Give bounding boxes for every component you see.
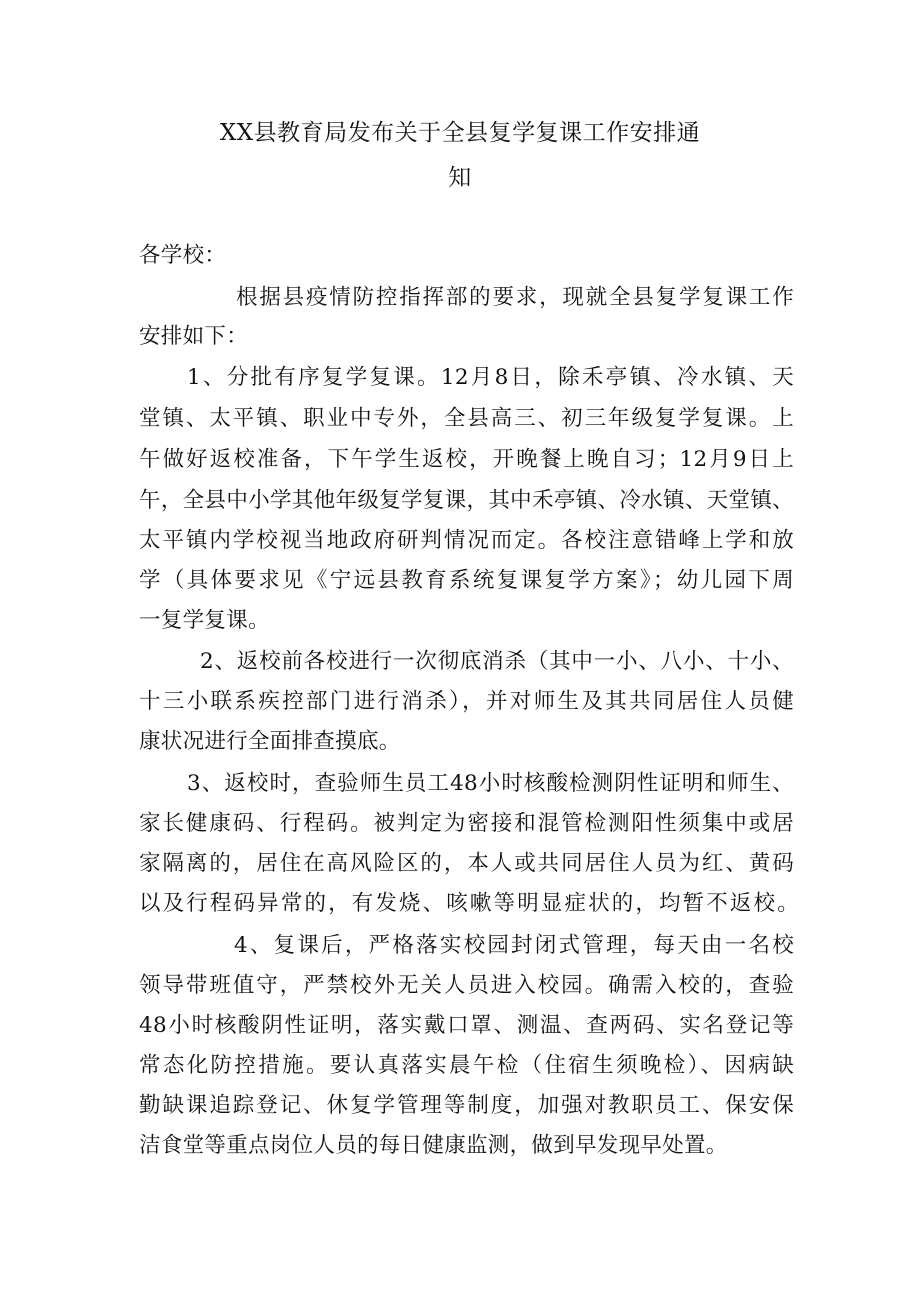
- paragraph-line: 根据县疫情防控指挥部的要求，现就全县复学复课工作: [236, 285, 794, 310]
- paragraph-line: 一复学复课。: [139, 608, 270, 633]
- document-title-line-1: XX县教育局发布关于全县复学复课工作安排通: [219, 120, 701, 146]
- paragraph-line: 洁食堂等重点岗位人员的每日健康监测，做到早发现早处置。: [139, 1133, 728, 1158]
- paragraph-line: 48小时核酸阴性证明，落实戴口罩、测温、查两码、实名登记等: [139, 1013, 794, 1038]
- paragraph-line: 1、分批有序复学复课。12月8日，除禾亭镇、冷水镇、天: [187, 365, 794, 390]
- paragraph-line: 康状况进行全面排查摸底。: [139, 729, 401, 754]
- paragraph-line: 4、复课后，严格落实校园封闭式管理，每天由一名校: [234, 933, 794, 958]
- paragraph-line: 以及行程码异常的，有发烧、咳嗽等明显症状的，均暂不返校。: [139, 891, 799, 916]
- paragraph-line: 堂镇、太平镇、职业中专外，全县高三、初三年级复学复课。上: [139, 406, 794, 431]
- paragraph-line: 常态化防控措施。要认真落实晨午检（住宿生须晚检）、因病缺: [139, 1053, 794, 1078]
- paragraph-line: 2、返校前各校进行一次彻底消杀（其中一小、八小、十小、: [200, 649, 794, 674]
- paragraph-line: 家长健康码、行程码。被判定为密接和混管检测阳性须集中或居: [139, 811, 794, 836]
- paragraph-line: 安排如下：: [139, 324, 249, 349]
- paragraph-line: 家隔离的，居住在高风险区的，本人或共同居住人员为红、黄码: [139, 851, 794, 876]
- paragraph-line: 太平镇内学校视当地政府研判情况而定。各校注意错峰上学和放: [139, 528, 794, 553]
- paragraph-line: 午做好返校准备，下午学生返校，开晚餐上晚自习；12月9日上: [139, 447, 794, 472]
- paragraph-line: 3、返校时，查验师生员工48小时核酸检测阴性证明和师生、: [187, 771, 794, 796]
- paragraph-line: 十三小联系疾控部门进行消杀），并对师生及其共同居住人员健: [139, 689, 794, 714]
- paragraph-line: 领导带班值守，严禁校外无关人员进入校园。确需入校的，查验: [139, 973, 794, 998]
- paragraph-line: 勤缺课追踪登记、休复学管理等制度，加强对教职员工、保安保: [139, 1093, 794, 1118]
- document-title-line-2: 知: [448, 165, 472, 191]
- paragraph-line: 午，全县中小学其他年级复学复课，其中禾亭镇、冷水镇、天堂镇、: [139, 488, 794, 513]
- paragraph-line: 学（具体要求见《宁远县教育系统复课复学方案》；幼儿园下周: [139, 568, 794, 593]
- salutation: 各学校：: [139, 243, 227, 268]
